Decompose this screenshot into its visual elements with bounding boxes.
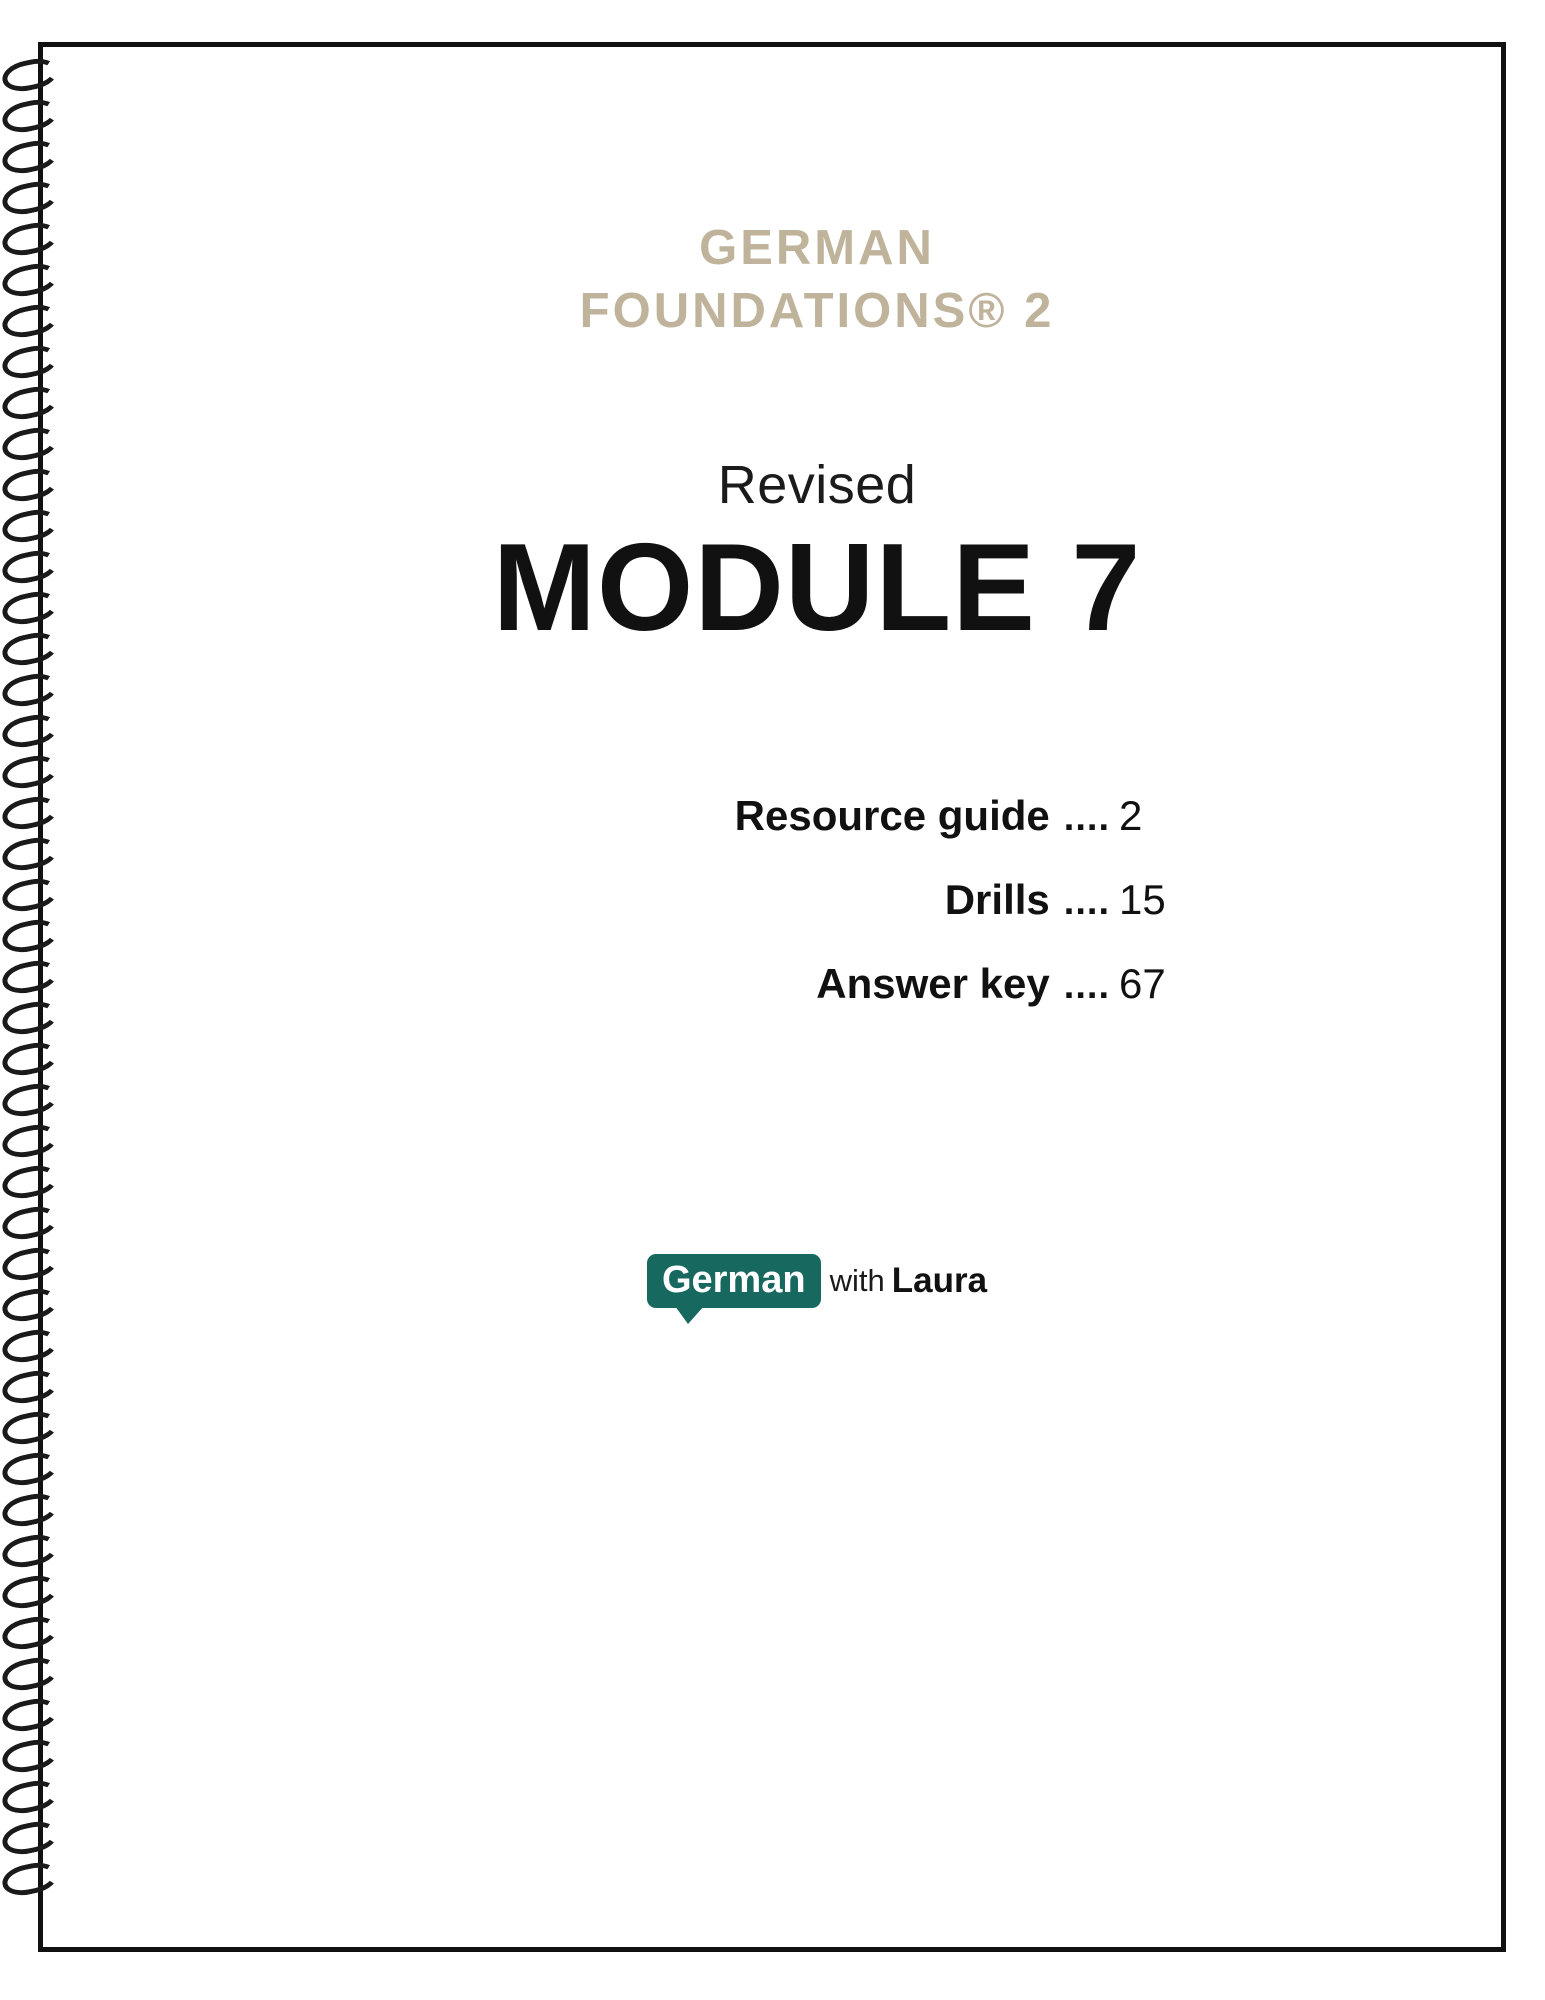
table-of-contents (437, 792, 1197, 1044)
spiral-coil (0, 465, 61, 506)
toc-label: Drills (944, 876, 1050, 924)
toc-dot-leader: .... (1063, 965, 1110, 1008)
toc-page-number: 15 (1119, 876, 1166, 924)
toc-page-number: 67 (1119, 960, 1166, 1008)
spiral-coil (0, 506, 61, 547)
revised-label: Revised (717, 455, 917, 516)
spiral-coil (0, 219, 61, 260)
spiral-coil (0, 1736, 61, 1777)
spiral-binding (0, 60, 90, 1940)
spiral-coil (0, 301, 61, 342)
spiral-coil (0, 916, 61, 957)
spiral-coil (0, 1367, 61, 1408)
toc-page-number: 2 (1119, 792, 1143, 840)
spiral-coil (0, 1777, 61, 1818)
toc-row (437, 960, 1197, 1008)
toc-dot-leader: .... (1063, 881, 1110, 924)
spiral-coil (0, 1162, 61, 1203)
toc-label: Answer key (816, 960, 1050, 1008)
spiral-coil (0, 1203, 61, 1244)
spiral-coil (0, 96, 61, 137)
spiral-coil (0, 342, 61, 383)
spiral-coil (0, 1449, 61, 1490)
toc-label: Resource guide (734, 792, 1050, 840)
spiral-coil (0, 1818, 61, 1859)
spiral-coil (0, 1490, 61, 1531)
toc-row (437, 876, 1197, 924)
logo-name-text: Laura (891, 1261, 988, 1301)
spiral-coil (0, 1859, 61, 1900)
series-title-line-2: FOUNDATIONS® 2 (579, 283, 1055, 338)
spiral-coil (0, 588, 61, 629)
spiral-coil (0, 793, 61, 834)
spiral-coil (0, 711, 61, 752)
module-title: MODULE 7 (492, 519, 1142, 658)
spiral-coil (0, 1039, 61, 1080)
spiral-coil (0, 424, 61, 465)
spiral-coil (0, 1695, 61, 1736)
series-title-line-1: GERMAN (699, 221, 935, 275)
logo-with-text: with (829, 1263, 885, 1299)
spiral-coil (0, 629, 61, 670)
series-title (367, 217, 1267, 342)
page-content (133, 47, 1501, 1947)
speech-bubble-icon: German (647, 1254, 821, 1308)
spiral-coil (0, 1408, 61, 1449)
spiral-coil (0, 137, 61, 178)
spiral-coil (0, 957, 61, 998)
spiral-coil (0, 1531, 61, 1572)
spiral-coil (0, 1285, 61, 1326)
brand-logo (647, 1254, 987, 1308)
spiral-coil (0, 383, 61, 424)
spiral-coil (0, 875, 61, 916)
spiral-coil (0, 1080, 61, 1121)
spiral-coil (0, 1326, 61, 1367)
page-sheet (38, 42, 1506, 1952)
spiral-coil (0, 1654, 61, 1695)
spiral-coil (0, 1572, 61, 1613)
spiral-coil (0, 1613, 61, 1654)
spiral-coil (0, 547, 61, 588)
spiral-coil (0, 178, 61, 219)
spiral-coil (0, 752, 61, 793)
spiral-coil (0, 998, 61, 1039)
toc-dot-leader: .... (1063, 797, 1110, 840)
spiral-coil (0, 1244, 61, 1285)
spiral-coil (0, 55, 61, 96)
spiral-coil (0, 260, 61, 301)
toc-row (437, 792, 1197, 840)
spiral-coil (0, 1121, 61, 1162)
spiral-coil (0, 670, 61, 711)
spiral-coil (0, 834, 61, 875)
